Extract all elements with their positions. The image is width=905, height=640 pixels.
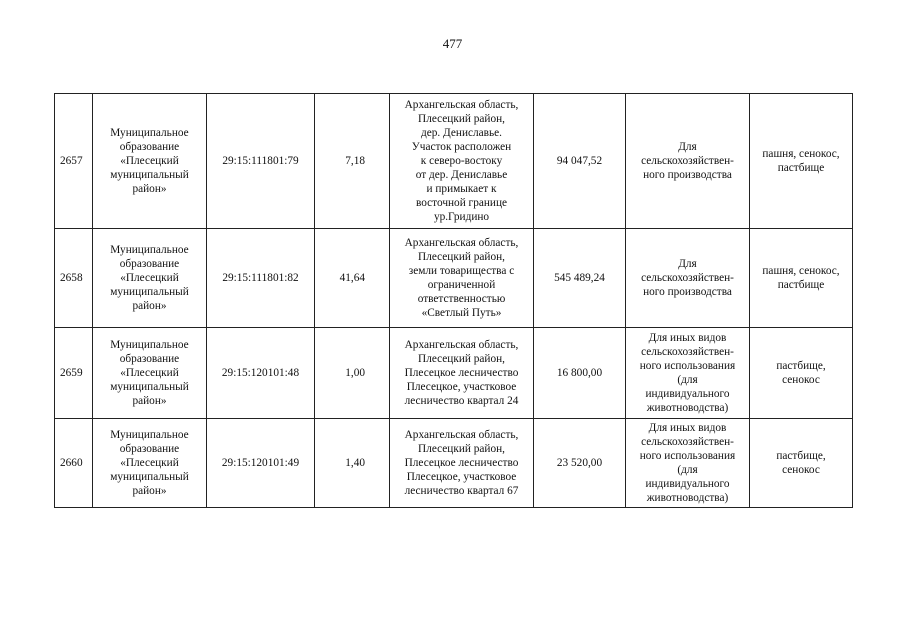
cadastral-number-cell: 29:15:120101:48 xyxy=(207,328,315,419)
price-cell: 16 800,00 xyxy=(534,328,626,419)
land-type-cell: пашня, сенокос, пастбище xyxy=(750,94,853,229)
table-row xyxy=(55,94,853,229)
page-number: 477 xyxy=(442,36,463,51)
cadastral-number-cell: 29:15:120101:49 xyxy=(207,419,315,508)
cadastral-number-cell: 29:15:111801:82 xyxy=(207,229,315,328)
location-cell: Архангельская область, Плесецкий район, дер. Дениславье. Участок расположен к северо-востоку от дер. Дениславье и примыкает к восточной границе ур.Гридино xyxy=(390,94,534,229)
table-row xyxy=(55,419,853,508)
owner-cell: Муниципальное образование «Плесецкий муниципальный район» xyxy=(93,328,207,419)
land-type-cell: пастбище, сенокос xyxy=(750,328,853,419)
land-plots-table xyxy=(54,93,853,508)
price-cell: 23 520,00 xyxy=(534,419,626,508)
row-number: 2660 xyxy=(55,419,93,508)
cadastral-number-cell: 29:15:111801:79 xyxy=(207,94,315,229)
row-number: 2658 xyxy=(55,229,93,328)
permitted-use-cell: Для иных видов сельскохозяйствен- ного использования (для индивидуального животноводства) xyxy=(626,419,750,508)
permitted-use-cell: Для иных видов сельскохозяйствен- ного использования (для индивидуального животноводства) xyxy=(626,328,750,419)
price-cell: 94 047,52 xyxy=(534,94,626,229)
owner-cell: Муниципальное образование «Плесецкий муниципальный район» xyxy=(93,94,207,229)
owner-cell: Муниципальное образование «Плесецкий муниципальный район» xyxy=(93,229,207,328)
location-cell: Архангельская область, Плесецкий район, Плесецкое лесничество Плесецкое, участковое лесничество квартал 24 xyxy=(390,328,534,419)
location-cell: Архангельская область, Плесецкий район, Плесецкое лесничество Плесецкое, участковое лесничество квартал 67 xyxy=(390,419,534,508)
area-cell: 41,64 xyxy=(315,229,390,328)
land-type-cell: пастбище, сенокос xyxy=(750,419,853,508)
row-number: 2659 xyxy=(55,328,93,419)
area-cell: 1,00 xyxy=(315,328,390,419)
permitted-use-cell: Для сельскохозяйствен- ного производства xyxy=(626,94,750,229)
land-type-cell: пашня, сенокос, пастбище xyxy=(750,229,853,328)
table-row xyxy=(55,328,853,419)
area-cell: 7,18 xyxy=(315,94,390,229)
permitted-use-cell: Для сельскохозяйствен- ного производства xyxy=(626,229,750,328)
row-number: 2657 xyxy=(55,94,93,229)
owner-cell: Муниципальное образование «Плесецкий муниципальный район» xyxy=(93,419,207,508)
table-row xyxy=(55,229,853,328)
location-cell: Архангельская область, Плесецкий район, земли товарищества с ограниченной ответственностью «Светлый Путь» xyxy=(390,229,534,328)
area-cell: 1,40 xyxy=(315,419,390,508)
price-cell: 545 489,24 xyxy=(534,229,626,328)
